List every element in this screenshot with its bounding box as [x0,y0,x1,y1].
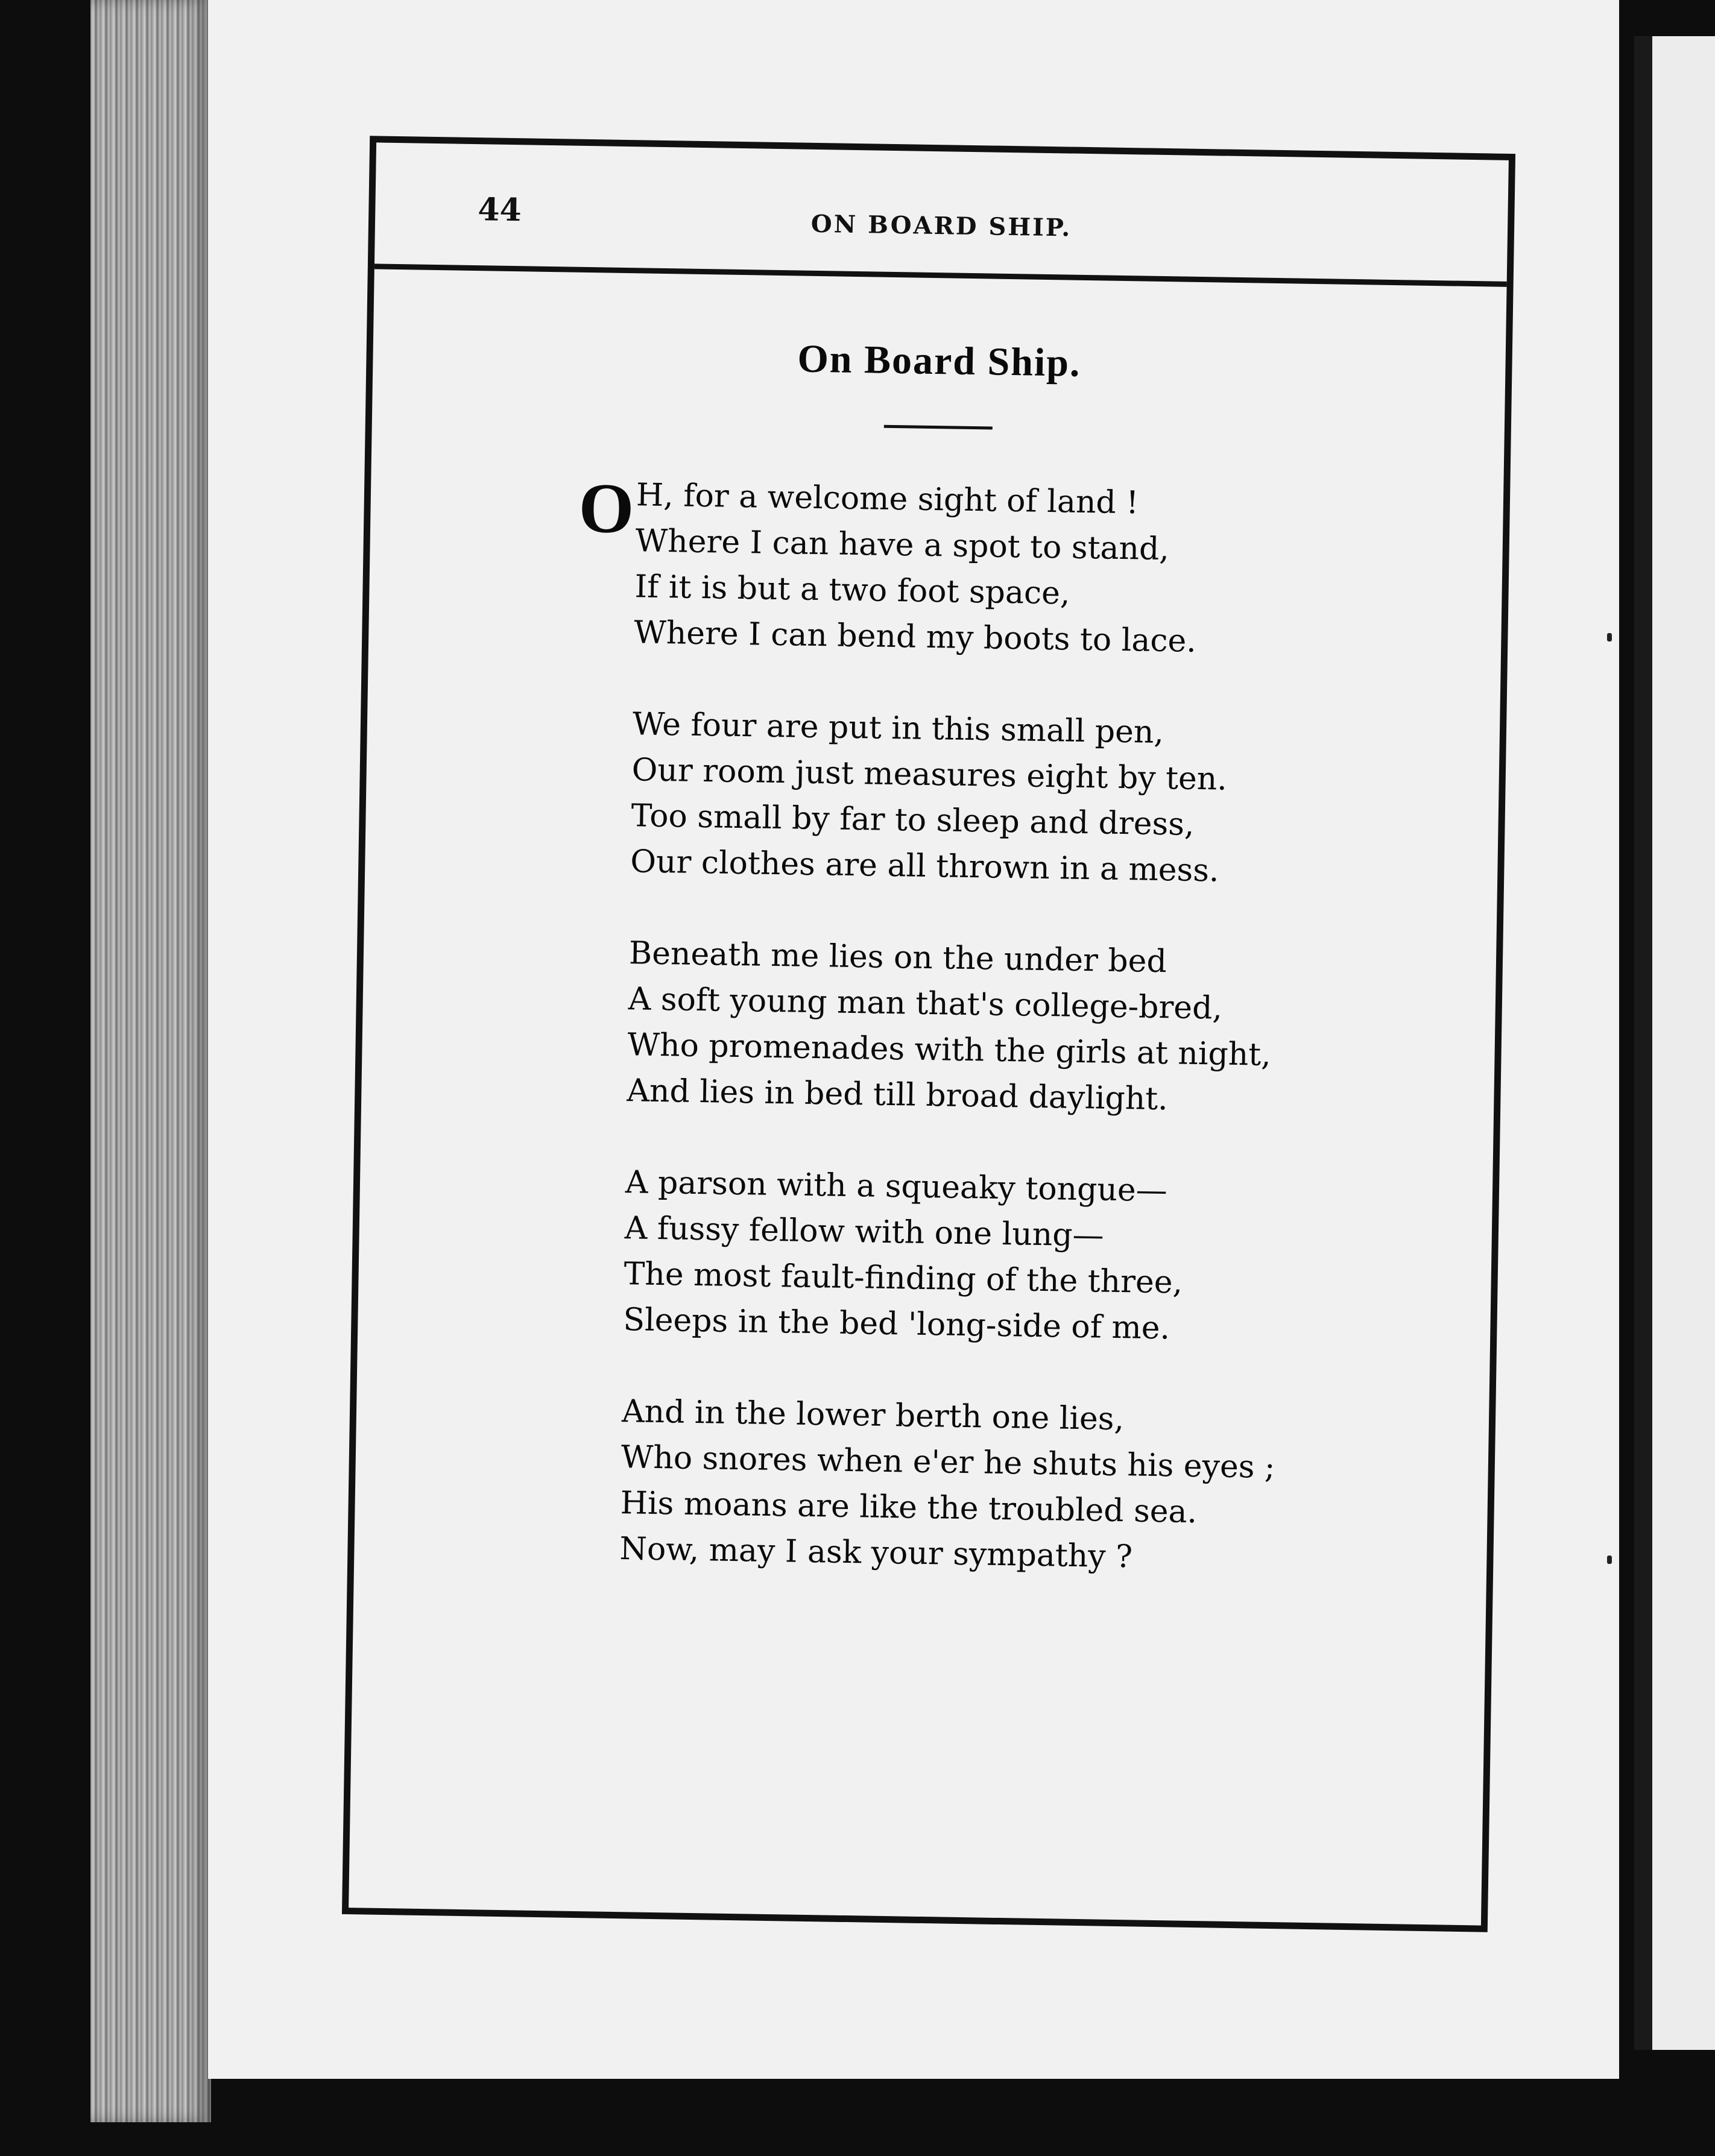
book-page [208,0,1619,2079]
poem-line: Who promenades with the girls at night, [627,1027,1272,1073]
page-body [349,269,1506,1925]
stanza-2 [630,701,1357,896]
poem-line: Our room just measures eight by ten. [631,752,1228,798]
facing-page-edge [1634,36,1715,2050]
poem-line: And in the lower berth one lies, [621,1393,1125,1438]
dust-speck [1607,633,1612,641]
poem-line: H, for a welcome sight of land ! [636,477,1139,522]
poem-line: Our clothes are all thrown in a mess. [630,843,1219,889]
stanza-1 [634,472,1360,667]
poem-line: We four are put in this small pen, [632,706,1164,751]
poem-line: The most fault-finding of the three, [624,1256,1183,1301]
page-border-frame [342,136,1515,1932]
poem-line: If it is but a two foot space, [634,569,1070,612]
poem-line: Sleeps in the bed 'long-side of me. [623,1302,1170,1347]
poem-line: And lies in bed till broad daylight. [626,1073,1169,1118]
title-rule [884,425,993,430]
poem-line: Now, may I ask your sympathy ? [619,1531,1133,1575]
page-header [374,142,1509,286]
book-page-edges [90,0,211,2122]
poem-text [578,468,1360,1629]
poem-line: Who snores when e'er he shuts his eyes ; [621,1439,1275,1486]
poem-line: Beneath me lies on the under bed [628,935,1167,980]
poem-line: Where I can bend my boots to lace. [633,614,1197,660]
poem-line: Where I can have a spot to stand, [635,523,1170,568]
poem-line: His moans are like the troubled sea. [620,1485,1198,1531]
stanza-4 [623,1159,1350,1354]
poem-line: Too small by far to sleep and dress, [631,798,1195,843]
poem-line: A fussy fellow with one lung— [624,1210,1105,1254]
poem-line: A parson with a squeaky tongue— [625,1164,1168,1209]
running-head: ON BOARD SHIP. [810,209,1072,242]
drop-cap: O [578,468,635,549]
poem-title: On Board Ship. [797,336,1082,385]
stanza-3 [627,930,1353,1125]
poem-line: A soft young man that's college-bred, [628,981,1223,1027]
page-number: 44 [477,191,522,229]
stanza-5 [619,1388,1346,1583]
dust-speck [1607,1556,1612,1564]
